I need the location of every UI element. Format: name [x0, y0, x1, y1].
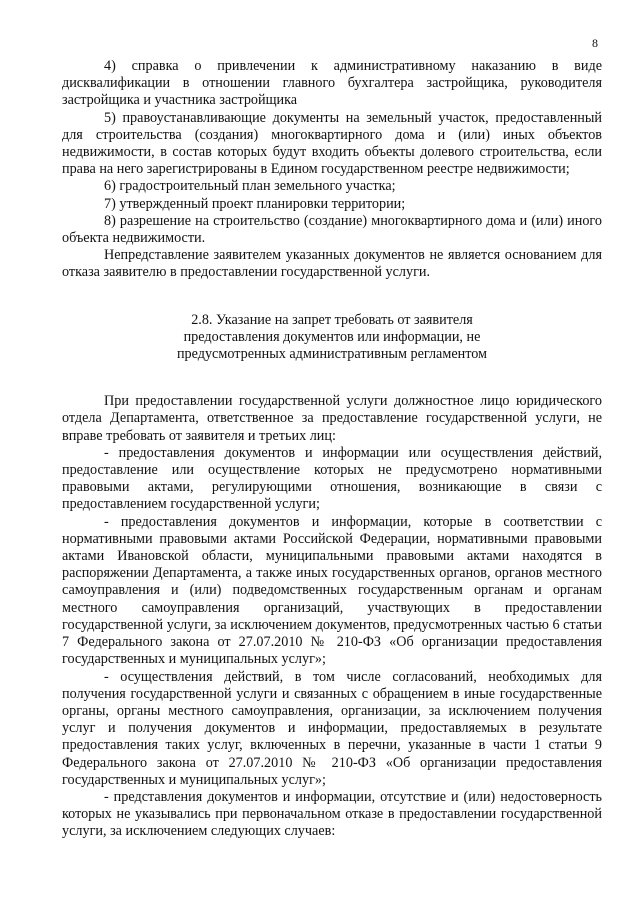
list-item-5: 5) правоустанавливающие документы на земельный участок, предоставленный для строительства (создания) многоквартирного дома и (или) иных объектов недвижимости, в состав которых будут входить объекты долевого строительства, если права на него зарегистрированы в Едином государственном реестре недвижимости; — [62, 109, 602, 178]
bullet-paragraph: - представления документов и информации, отсутствие и (или) недостоверность которых не указывались при первоначальном отказе в предоставлении государственной услуги, за исключением следующих случаев: — [62, 788, 602, 840]
list-item-4: 4) справка о привлечении к административному наказанию в виде дисквалификации в отношении главного бухгалтера застройщика, руководителя застройщика и участника застройщика — [62, 58, 602, 109]
section-heading-line: предоставления документов или информации, не — [183, 328, 481, 345]
section-heading — [62, 312, 602, 364]
notice-paragraph: Непредставление заявителем указанных документов не является основанием для отказа заявителю в предоставлении государственной услуги. — [62, 247, 602, 281]
document-body — [62, 58, 602, 841]
list-item-8: 8) разрешение на строительство (создание) многоквартирного дома и (или) иного объекта недвижимости. — [62, 212, 602, 247]
bullet-paragraph: - предоставления документов и информации или осуществления действий, предоставление или осуществление которых не предусмотрено нормативными правовыми актами, регулирующими отношения, возникающие в связи с предоставлением государственной услуги; — [62, 444, 602, 513]
list-item-6: 6) градостроительный план земельного участка; — [104, 178, 396, 195]
intro-paragraph: При предоставлении государственной услуги должностное лицо юридического отдела Департамента, ответственное за предоставление государственной услуги, не вправе требовать от заявителя и третьих лиц: — [62, 393, 602, 444]
section-heading-line: предусмотренных административным регламентом — [176, 346, 488, 363]
page-number: 8 — [592, 36, 598, 50]
bullet-paragraph: - предоставления документов и информации, которые в соответствии с нормативными правовыми актами Российской Федерации, нормативными правовыми актами Ивановской области, муниципальными правовыми актами находятся в распоряжении Департамента, а также иных государственных органов, органов местного самоуправления и (или) подведомственных государственным органам и органам местного самоуправления организаций, участвующих в предоставлении государственной услуги, за исключением документов, предусмотренных частью 6 статьи 7 Федерального закона от 27.07.2010 № 210-ФЗ «Об организации предоставления государственных и муниципальных услуг»; — [62, 513, 602, 668]
list-item-7: 7) утвержденный проект планировки территории; — [104, 195, 406, 212]
section-heading-line: 2.8. Указание на запрет требовать от заявителя — [191, 311, 473, 328]
bullet-paragraph: - осуществления действий, в том числе согласований, необходимых для получения государственной услуги и связанных с обращением в иные государственные органы, органы местного самоуправления, организации, за исключением получения услуг и получения документов и информации, предоставляемых в результате предоставления таких услуг, включенных в перечни, указанные в части 1 статьи 9 Федерального закона от 27.07.2010 № 210-ФЗ «Об организации предоставления государственных и муниципальных услуг»; — [62, 668, 602, 788]
